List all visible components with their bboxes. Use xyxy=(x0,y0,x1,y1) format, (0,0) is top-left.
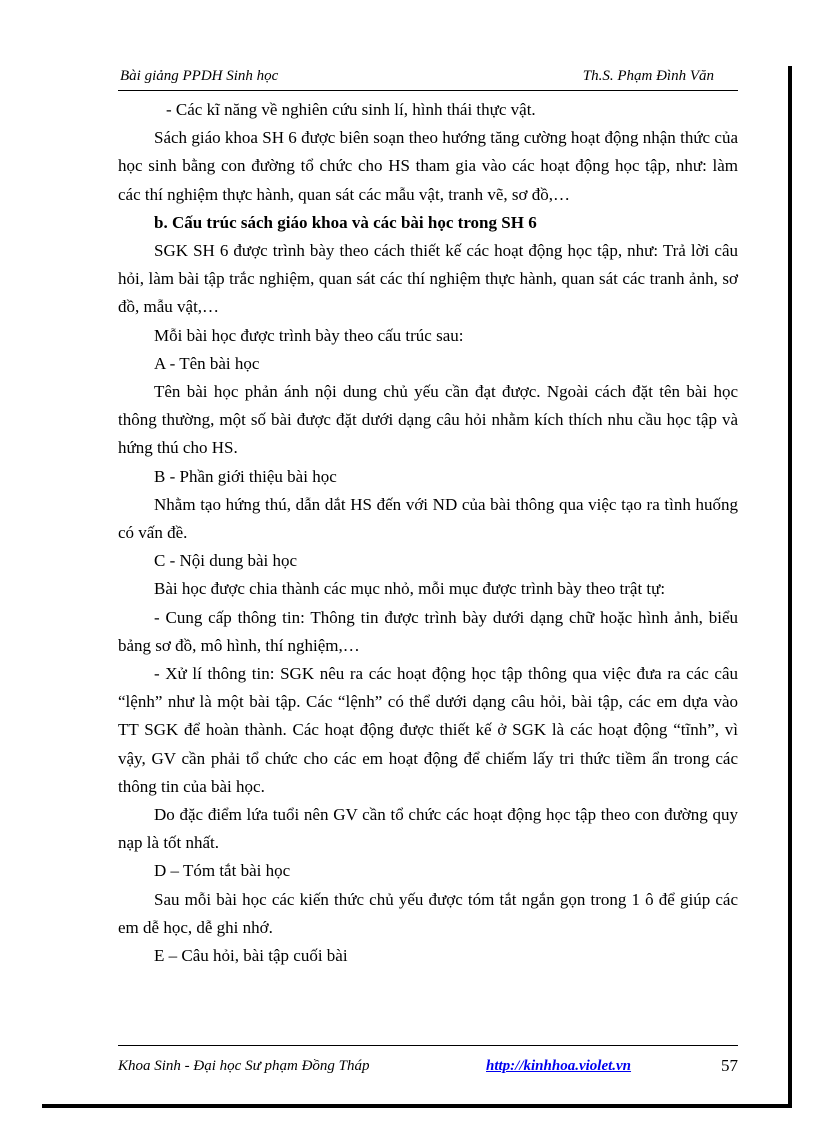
footer-website-link[interactable]: http://kinhhoa.violet.vn xyxy=(486,1058,632,1074)
subheading: C - Nội dung bài học xyxy=(154,551,298,571)
page-border-bottom xyxy=(42,1104,792,1108)
page-body xyxy=(118,96,738,970)
header-course-title: Bài giảng PPDH Sinh học xyxy=(120,68,279,84)
paragraph: Bài học được chia thành các mục nhỏ, mỗi mục được trình bày theo trật tự: xyxy=(154,579,666,599)
paragraph: - Các kĩ năng về nghiên cứu sinh lí, hình thái thực vật. xyxy=(166,100,536,119)
paragraph: Do đặc điểm lứa tuổi nên GV cần tổ chức các hoạt động học tập theo con đường quy nạp là tốt nhất. xyxy=(118,805,738,853)
header-divider xyxy=(118,90,738,91)
subheading: B - Phần giới thiệu bài học xyxy=(154,466,337,486)
paragraph: Mỗi bài học được trình bày theo cấu trúc sau: xyxy=(154,325,464,345)
section-heading: b. Cấu trúc sách giáo khoa và các bài học trong SH 6 xyxy=(154,212,537,232)
page-footer xyxy=(118,1056,738,1080)
paragraph: Sách giáo khoa SH 6 được biên soạn theo hướng tăng cường hoạt động nhận thức của học sinh bằng con đường tổ chức cho HS tham gia vào các hoạt động học tập, như: làm các thí nghiệm thực hành, quan sát các mẫu vật, tranh vẽ, sơ đồ,… xyxy=(118,128,738,204)
subheading: D – Tóm tắt bài học xyxy=(154,861,291,881)
paragraph: SGK SH 6 được trình bày theo cách thiết kế các hoạt động học tập, như: Trả lời câu hỏi, làm bài tập trắc nghiệm, quan sát các thí nghiệm thực hành, quan sát các tranh ảnh, sơ đồ, mẫu vật,… xyxy=(118,241,738,317)
paragraph: Tên bài học phản ánh nội dung chủ yếu cần đạt được. Ngoài cách đặt tên bài học thông thường, một số bài được đặt dưới dạng câu hỏi nhằm kích thích nhu cầu học tập và hứng thú cho HS. xyxy=(118,382,738,458)
page-number: 57 xyxy=(721,1056,738,1075)
list-item: - Xử lí thông tin: SGK nêu ra các hoạt động học tập thông qua việc đưa ra các câu “lệnh” như là một bài tập. Các “lệnh” có thể dưới dạng câu hỏi, bài tập, các em dựa vào TT SGK để hoàn thành. Các hoạt động được thiết kế ở SGK là các hoạt động “tĩnh”, vì vậy, GV cần phải tổ chức cho các em hoạt động để chiếm lấy tri thức tiềm ẩn trong các thông tin của bài học. xyxy=(118,664,738,796)
paragraph: Sau mỗi bài học các kiến thức chủ yếu được tóm tắt ngắn gọn trong 1 ô để giúp các em dễ học, dễ ghi nhớ. xyxy=(118,889,738,937)
page-border-right xyxy=(788,66,792,1106)
subheading: A - Tên bài học xyxy=(154,353,260,373)
list-item: - Cung cấp thông tin: Thông tin được trình bày dưới dạng chữ hoặc hình ảnh, biểu bảng sơ đồ, mô hình, thí nghiệm,… xyxy=(118,607,738,655)
header-author: Th.S. Phạm Đình Văn xyxy=(582,68,714,84)
footer-divider xyxy=(118,1045,738,1046)
footer-institution: Khoa Sinh - Đại học Sư phạm Đồng Tháp xyxy=(118,1058,370,1074)
paragraph: Nhằm tạo hứng thú, dẫn dắt HS đến với ND của bài thông qua việc tạo ra tình huống có vấn đề. xyxy=(118,494,738,543)
subheading: E – Câu hỏi, bài tập cuối bài xyxy=(154,946,348,966)
page-header xyxy=(118,66,738,88)
